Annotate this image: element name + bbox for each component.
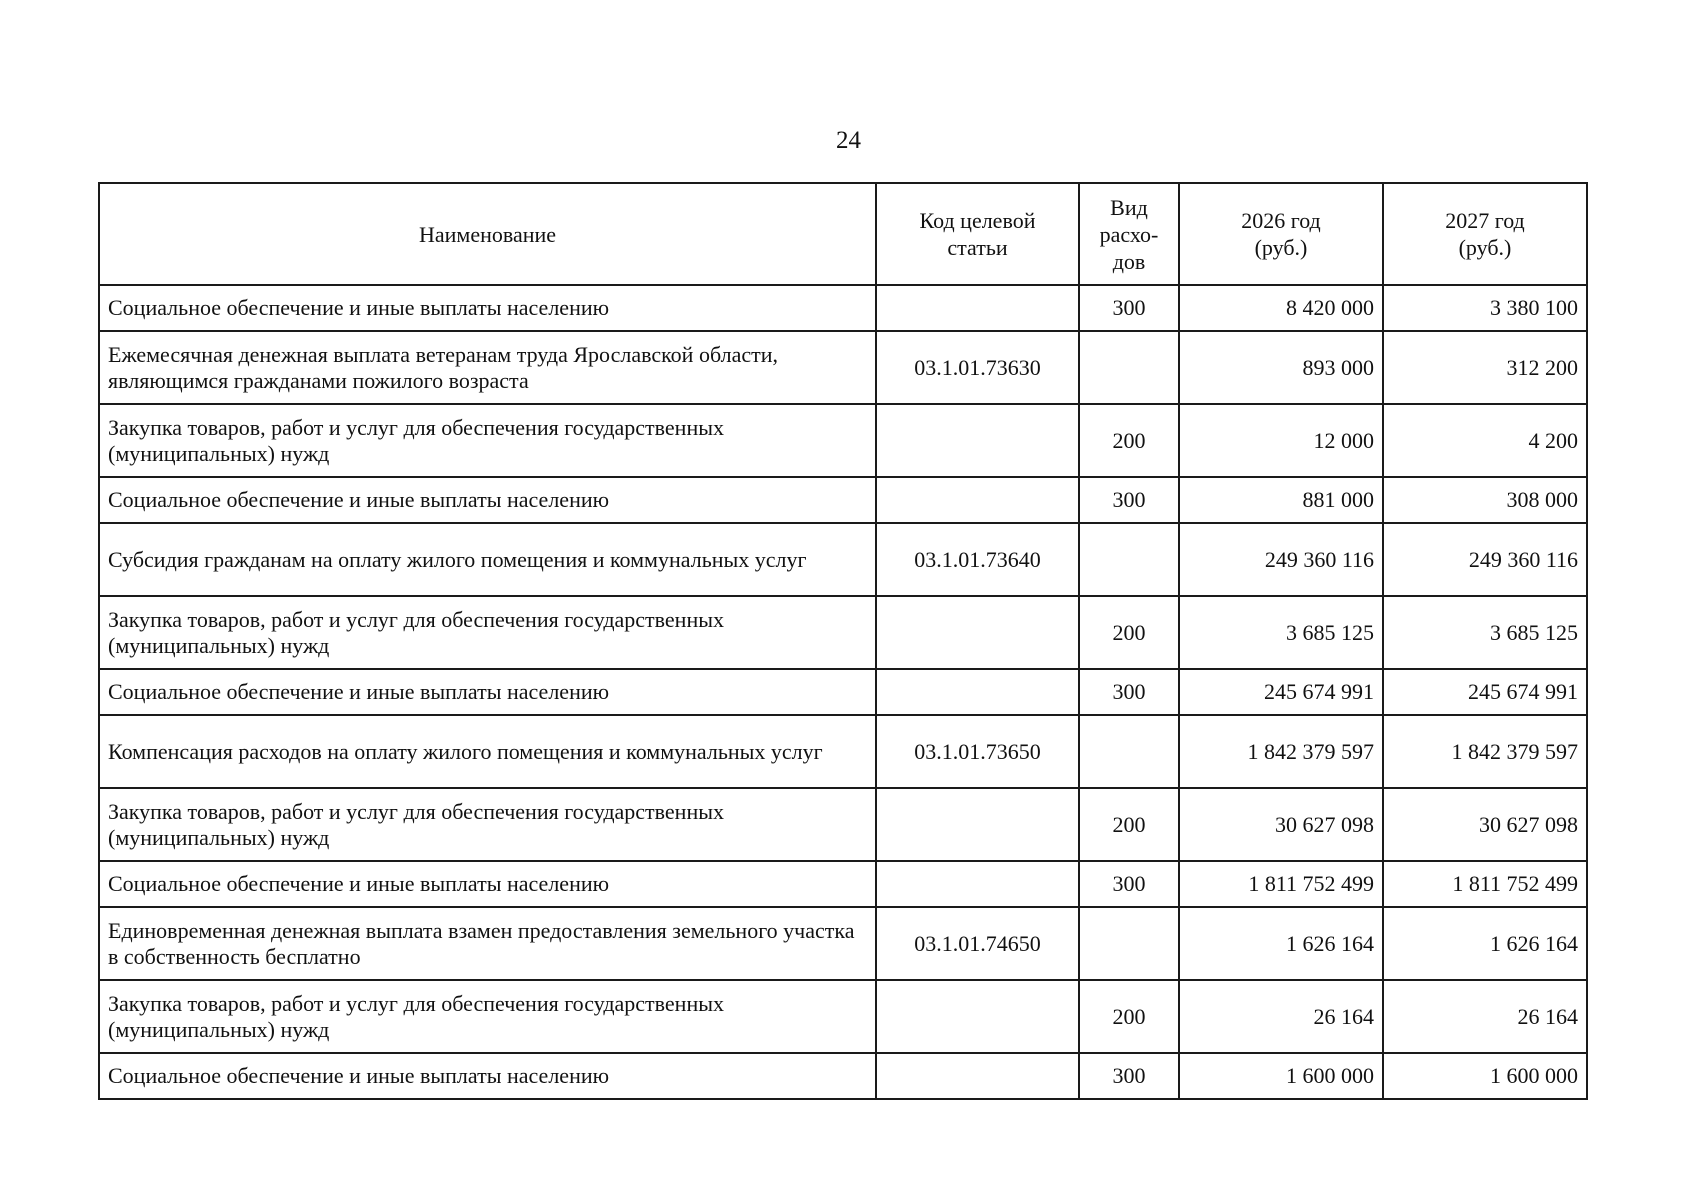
table-row	[99, 477, 1587, 523]
cell-code	[876, 477, 1079, 523]
cell-2026: 1 842 379 597	[1179, 715, 1383, 788]
cell-2026: 893 000	[1179, 331, 1383, 404]
cell-kind	[1079, 331, 1179, 404]
cell-2027: 1 626 164	[1383, 907, 1587, 980]
cell-kind: 300	[1079, 1053, 1179, 1099]
cell-kind: 200	[1079, 788, 1179, 861]
table-row	[99, 669, 1587, 715]
cell-2026: 1 626 164	[1179, 907, 1383, 980]
cell-2027: 4 200	[1383, 404, 1587, 477]
table-row	[99, 788, 1587, 861]
header-2026-text: 2026 год (руб.)	[1241, 208, 1321, 260]
cell-2026: 881 000	[1179, 477, 1383, 523]
cell-kind: 300	[1079, 861, 1179, 907]
header-code-text: Код целевой статьи	[919, 208, 1036, 260]
cell-kind: 200	[1079, 404, 1179, 477]
cell-2027: 1 842 379 597	[1383, 715, 1587, 788]
cell-kind: 300	[1079, 669, 1179, 715]
header-kind-text: Вид расхо-дов	[1099, 194, 1159, 274]
table-row	[99, 404, 1587, 477]
table-row	[99, 980, 1587, 1053]
header-kind	[1079, 183, 1179, 285]
cell-2026: 26 164	[1179, 980, 1383, 1053]
table-row	[99, 596, 1587, 669]
cell-code	[876, 285, 1079, 331]
cell-name: Социальное обеспечение и иные выплаты населению	[99, 477, 876, 523]
cell-kind: 300	[1079, 477, 1179, 523]
cell-code	[876, 1053, 1079, 1099]
header-2027-text: 2027 год (руб.)	[1445, 208, 1525, 260]
header-2026	[1179, 183, 1383, 285]
table-row	[99, 331, 1587, 404]
budget-table	[98, 182, 1588, 1100]
cell-2027: 312 200	[1383, 331, 1587, 404]
cell-code: 03.1.01.73640	[876, 523, 1079, 596]
table-header-row	[99, 183, 1587, 285]
table-row	[99, 907, 1587, 980]
cell-2027: 308 000	[1383, 477, 1587, 523]
cell-code	[876, 788, 1079, 861]
cell-name: Социальное обеспечение и иные выплаты населению	[99, 669, 876, 715]
cell-kind	[1079, 523, 1179, 596]
cell-code: 03.1.01.73630	[876, 331, 1079, 404]
cell-name: Закупка товаров, работ и услуг для обеспечения государственных (муниципальных) нужд	[99, 404, 876, 477]
cell-name: Закупка товаров, работ и услуг для обеспечения государственных (муниципальных) нужд	[99, 596, 876, 669]
cell-2026: 30 627 098	[1179, 788, 1383, 861]
cell-2027: 245 674 991	[1383, 669, 1587, 715]
cell-name: Единовременная денежная выплата взамен предоставления земельного участка в собственность бесплатно	[99, 907, 876, 980]
table-row	[99, 715, 1587, 788]
cell-name: Закупка товаров, работ и услуг для обеспечения государственных (муниципальных) нужд	[99, 788, 876, 861]
cell-2027: 1 600 000	[1383, 1053, 1587, 1099]
cell-kind: 200	[1079, 980, 1179, 1053]
cell-2026: 1 811 752 499	[1179, 861, 1383, 907]
cell-code	[876, 404, 1079, 477]
cell-kind: 200	[1079, 596, 1179, 669]
header-name: Наименование	[99, 183, 876, 285]
cell-name: Субсидия гражданам на оплату жилого помещения и коммунальных услуг	[99, 523, 876, 596]
cell-2027: 30 627 098	[1383, 788, 1587, 861]
cell-2026: 1 600 000	[1179, 1053, 1383, 1099]
cell-2026: 8 420 000	[1179, 285, 1383, 331]
cell-2026: 3 685 125	[1179, 596, 1383, 669]
table-row	[99, 861, 1587, 907]
cell-code	[876, 596, 1079, 669]
cell-2027: 26 164	[1383, 980, 1587, 1053]
cell-name: Социальное обеспечение и иные выплаты населению	[99, 285, 876, 331]
cell-code: 03.1.01.74650	[876, 907, 1079, 980]
table-row	[99, 285, 1587, 331]
header-code	[876, 183, 1079, 285]
cell-code	[876, 669, 1079, 715]
cell-2027: 3 380 100	[1383, 285, 1587, 331]
cell-code	[876, 861, 1079, 907]
cell-kind	[1079, 715, 1179, 788]
cell-2027: 3 685 125	[1383, 596, 1587, 669]
cell-name: Закупка товаров, работ и услуг для обеспечения государственных (муниципальных) нужд	[99, 980, 876, 1053]
page-number: 24	[836, 127, 861, 154]
table-row	[99, 1053, 1587, 1099]
header-2027	[1383, 183, 1587, 285]
cell-2026: 249 360 116	[1179, 523, 1383, 596]
table-row	[99, 523, 1587, 596]
cell-code	[876, 980, 1079, 1053]
cell-name: Ежемесячная денежная выплата ветеранам труда Ярославской области, являющимся гражданами пожилого возраста	[99, 331, 876, 404]
cell-2027: 1 811 752 499	[1383, 861, 1587, 907]
cell-name: Социальное обеспечение и иные выплаты населению	[99, 1053, 876, 1099]
cell-2027: 249 360 116	[1383, 523, 1587, 596]
cell-2026: 12 000	[1179, 404, 1383, 477]
cell-name: Социальное обеспечение и иные выплаты населению	[99, 861, 876, 907]
cell-code: 03.1.01.73650	[876, 715, 1079, 788]
cell-name: Компенсация расходов на оплату жилого помещения и коммунальных услуг	[99, 715, 876, 788]
cell-kind	[1079, 907, 1179, 980]
cell-kind: 300	[1079, 285, 1179, 331]
cell-2026: 245 674 991	[1179, 669, 1383, 715]
